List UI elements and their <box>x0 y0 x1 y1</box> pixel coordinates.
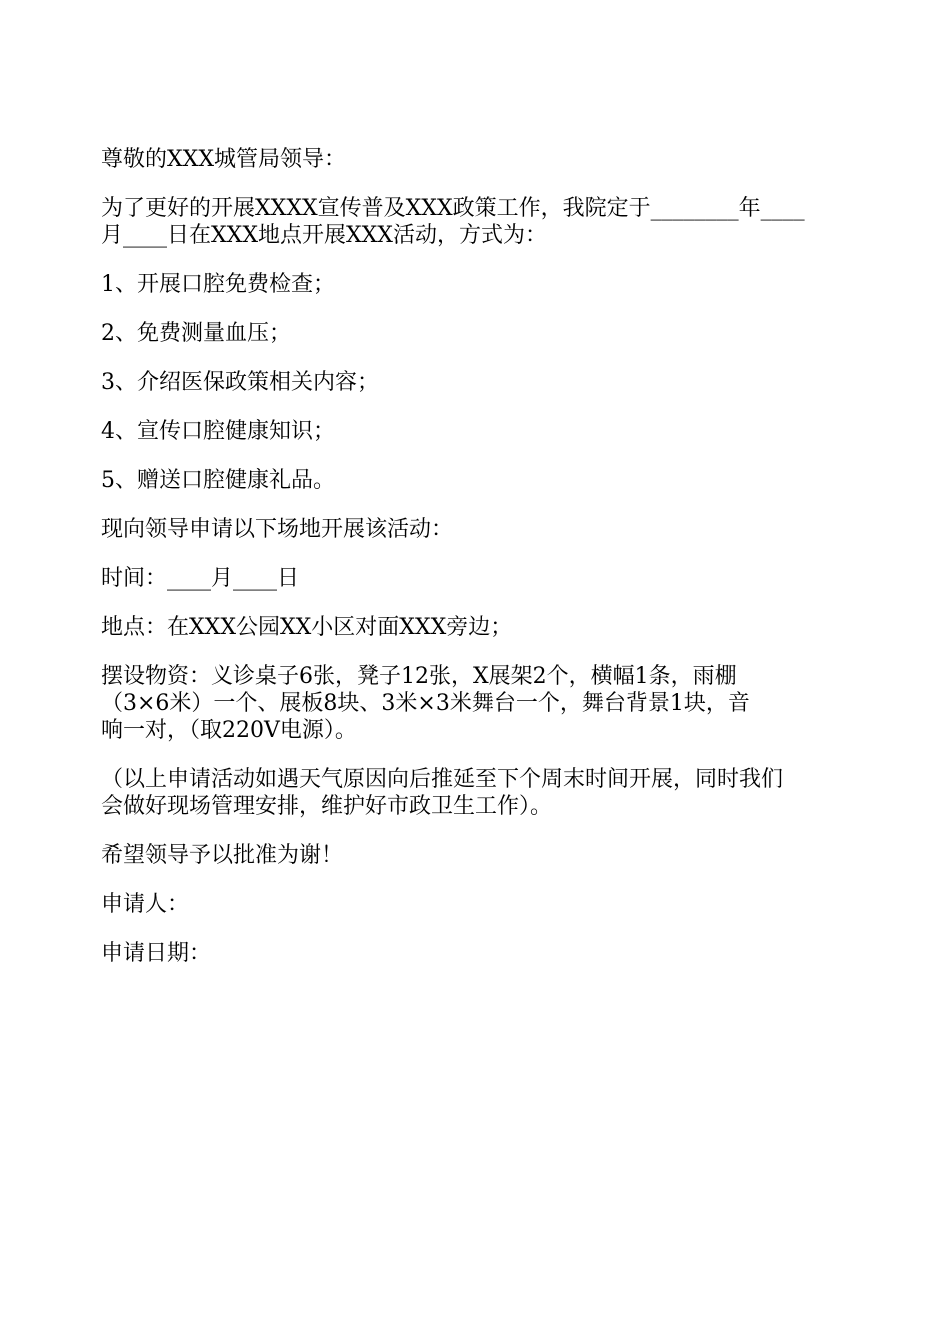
applicant-field: 申请人： <box>101 892 190 917</box>
intro-line-2: 月____日在XXX地点开展XXX活动，方式为： <box>101 223 547 248</box>
materials-line-3: 响一对，（取220V电源）。 <box>101 718 357 743</box>
intro-line-1: 为了更好的开展XXXX宣传普及XXX政策工作，我院定于________年____ <box>101 196 805 221</box>
request-intro: 现向领导申请以下场地开展该活动： <box>101 517 454 542</box>
materials-paragraph <box>101 663 851 744</box>
application-date-field: 申请日期： <box>101 941 212 966</box>
closing-text: 希望领导予以批准为谢！ <box>101 843 344 868</box>
materials-line-1: 摆设物资：义诊桌子6张，凳子12张，X展架2个，横幅1条，雨棚 <box>101 664 737 689</box>
location-field: 地点：在XXX公园XX小区对面XXX旁边； <box>101 615 513 640</box>
list-item: 3、介绍医保政策相关内容； <box>101 370 379 395</box>
list-item: 1、开展口腔免费检查； <box>101 272 335 297</box>
list-item: 2、免费测量血压； <box>101 321 291 346</box>
note-line-1: （以上申请活动如遇天气原因向后推延至下个周末时间开展，同时我们 <box>101 767 784 792</box>
materials-line-2: （3×6米）一个、展板8块、3米×3米舞台一个，舞台背景1块，音 <box>101 691 750 716</box>
intro-paragraph <box>101 195 851 249</box>
list-item: 5、赠送口腔健康礼品。 <box>101 468 335 493</box>
list-item: 4、宣传口腔健康知识； <box>101 419 335 444</box>
time-field: 时间：____月____日 <box>101 566 300 591</box>
note-paragraph <box>101 766 851 820</box>
document-body <box>101 146 851 989</box>
salutation: 尊敬的XXX城管局领导： <box>101 147 346 172</box>
note-line-2: 会做好现场管理安排，维护好市政卫生工作）。 <box>101 794 553 819</box>
